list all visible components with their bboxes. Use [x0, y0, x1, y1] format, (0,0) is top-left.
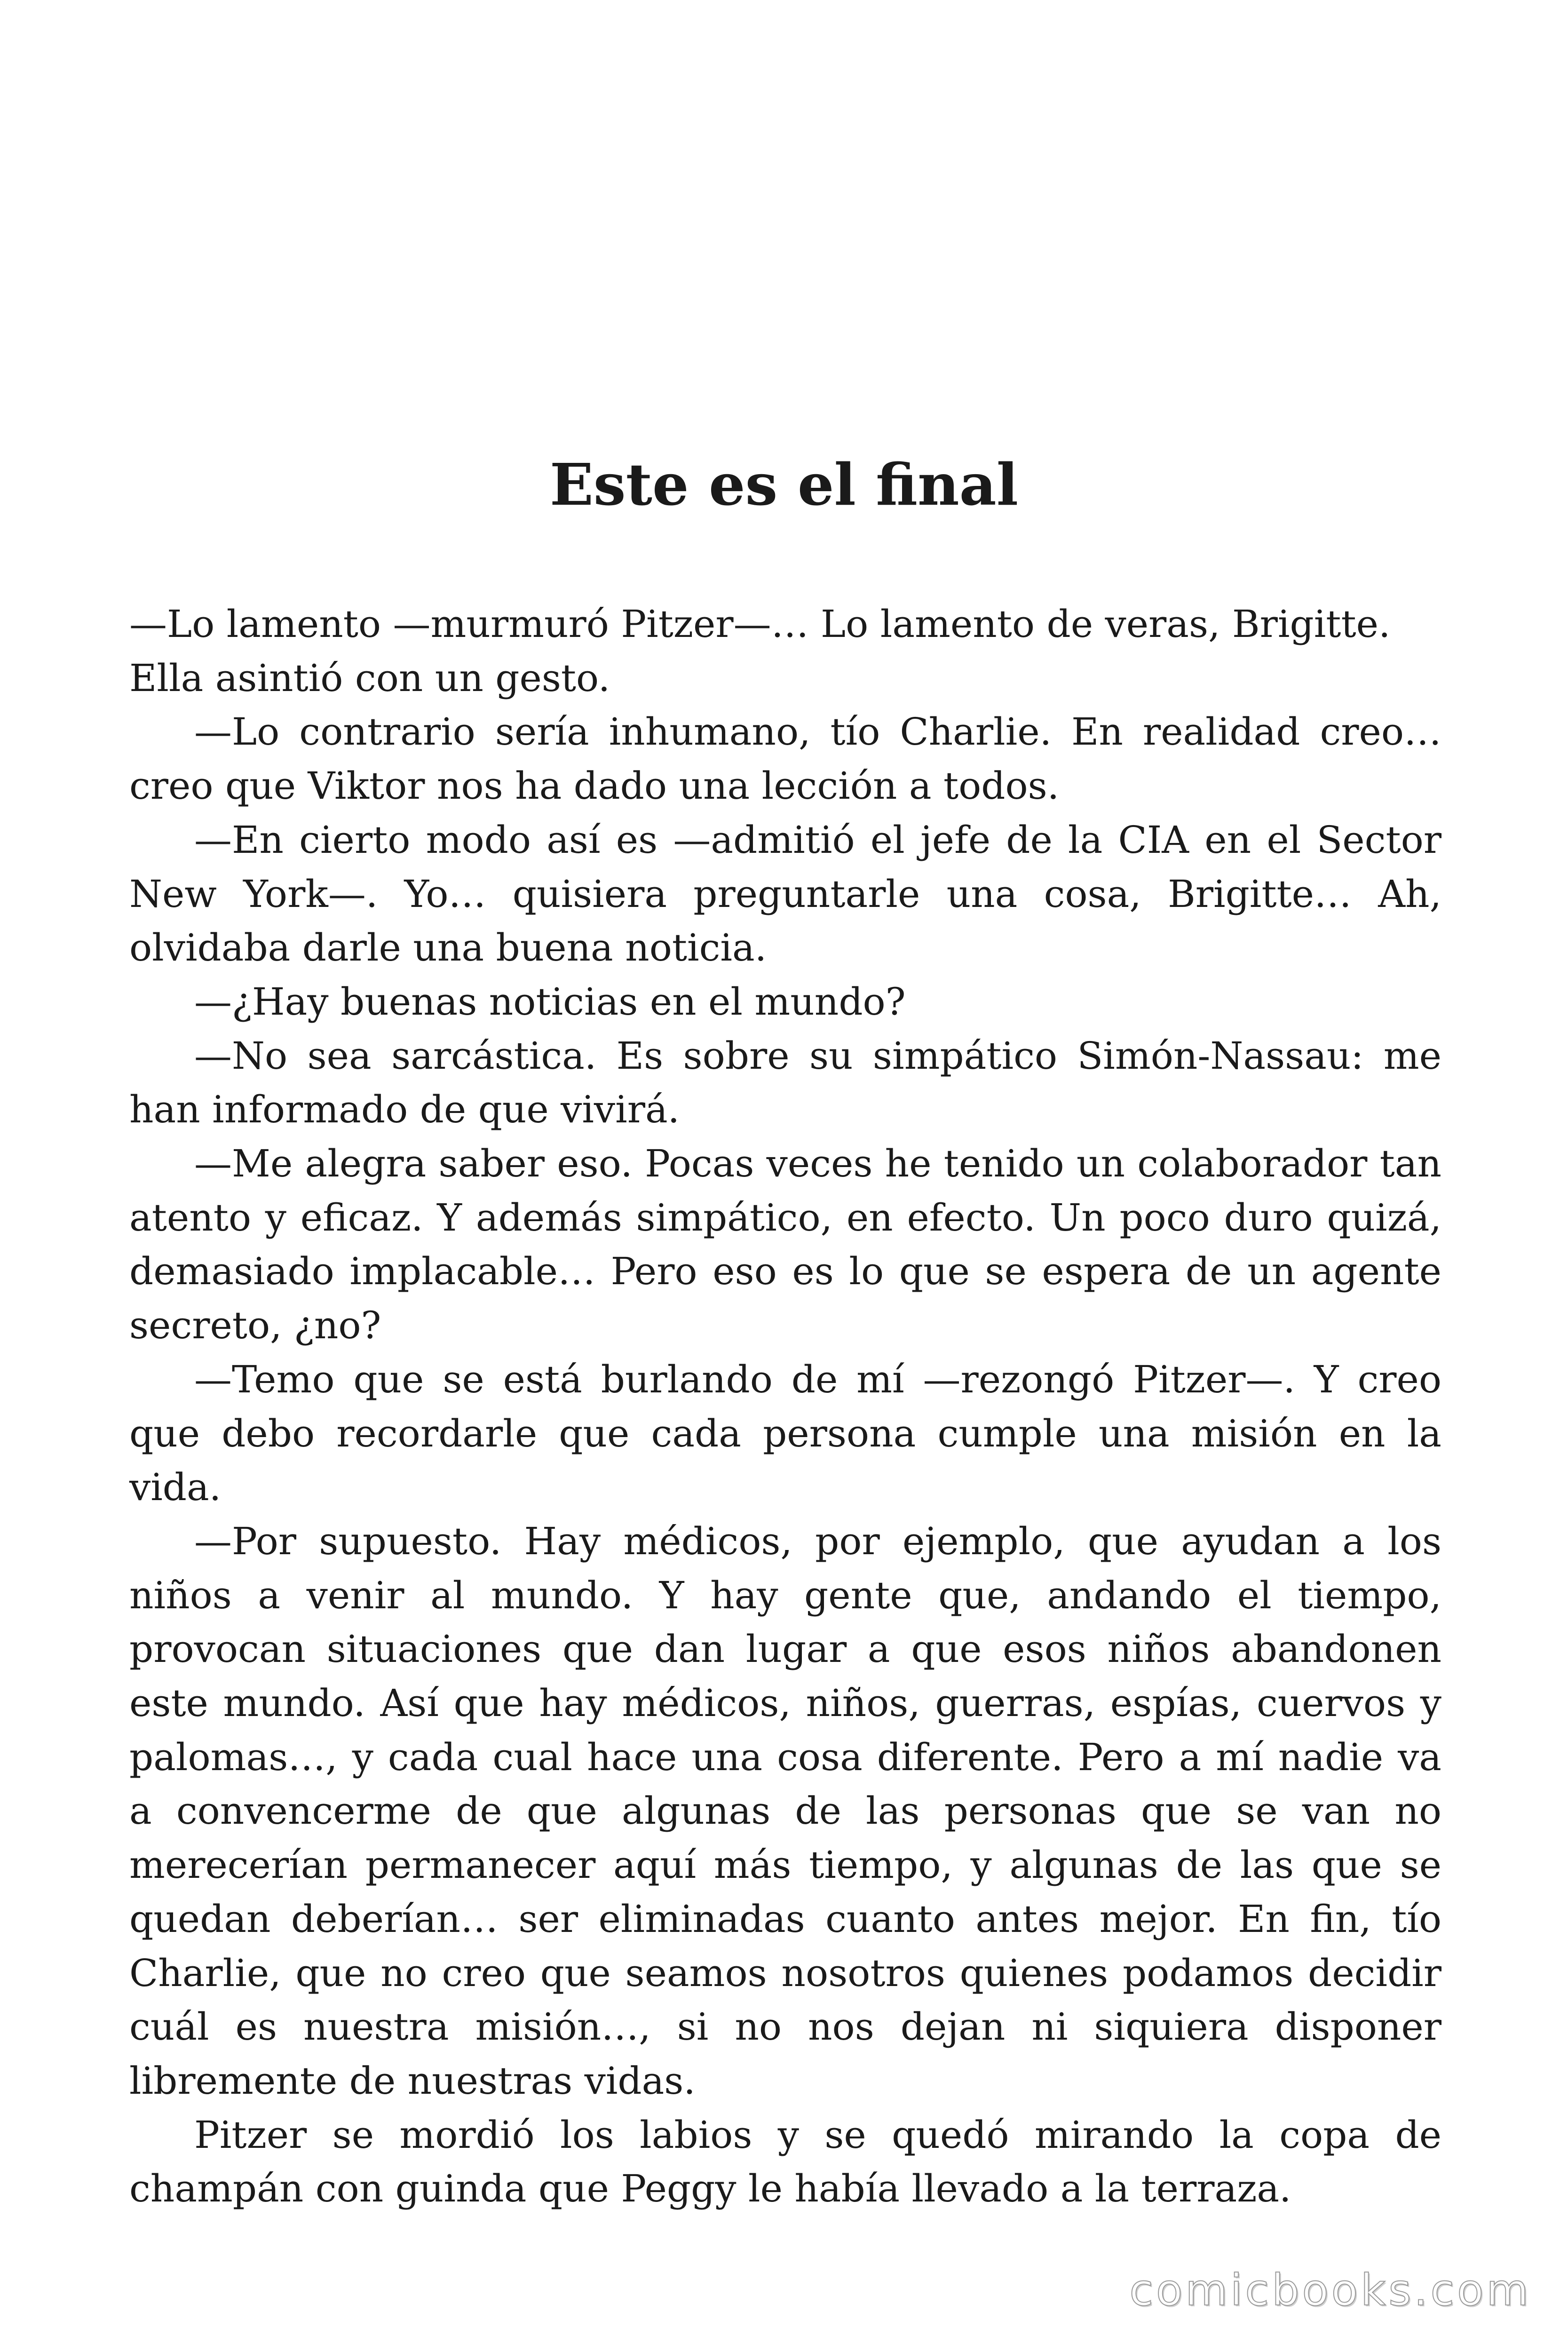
paragraph: —Temo que se está burlando de mí —rezongó Pitzer—. Y creo que debo recordarle que cada persona cumple una misión en la vida. [129, 1357, 1441, 1510]
paragraph: —No sea sarcástica. Es sobre su simpático Simón-Nassau: me han informado de que vivirá. [129, 1033, 1441, 1132]
paragraph: —Por supuesto. Hay médicos, por ejemplo, que ayudan a los niños a venir al mundo. Y hay gente que, andando el tiempo, provocan situaciones que dan lugar a que esos niños abandonen este mundo. Así que hay médicos, niños, guerras, espías, cuervos y palomas…, y cada cual hace una cosa diferente. Pero a mí nadie va a convencerme de que algunas de las personas que se van no merecerían permanecer aquí más tiempo, y algunas de las que se quedan deberían… ser eliminadas cuanto antes mejor. En fin, tío Charlie, que no creo que seamos nosotros quienes podamos decidir cuál es nuestra misión…, si no nos dejan ni siquiera disponer libremente de nuestras vidas. [129, 1519, 1441, 2103]
watermark-logo: comicbooks.com [1129, 2265, 1531, 2315]
paragraph: —Lo lamento —murmuró Pitzer—… Lo lamento de veras, Brigitte. [129, 602, 1391, 646]
paragraph: Ella asintió con un gesto. [129, 656, 610, 700]
chapter-title: Este es el final [549, 451, 1019, 518]
paragraph: —Lo contrario sería inhumano, tío Charlie. En realidad creo… creo que Viktor nos ha dado una lección a todos. [129, 710, 1441, 808]
paragraph: —En cierto modo así es —admitió el jefe de la CIA en el Sector New York—. Yo… quisiera preguntarle una cosa, Brigitte… Ah, olvidaba darle una buena noticia. [129, 818, 1441, 970]
chapter-body [129, 597, 1441, 2216]
paragraph: —Me alegra saber eso. Pocas veces he tenido un colaborador tan atento y eficaz. Y además simpático, en efecto. Un poco duro quizá, demasiado implacable… Pero eso es lo que se espera de un agente secreto, ¿no? [129, 1142, 1441, 1348]
paragraph: —¿Hay buenas noticias en el mundo? [194, 979, 906, 1024]
paragraph: Pitzer se mordió los labios y se quedó mirando la copa de champán con guinda que Peggy le había llevado a la terraza. [129, 2113, 1441, 2211]
